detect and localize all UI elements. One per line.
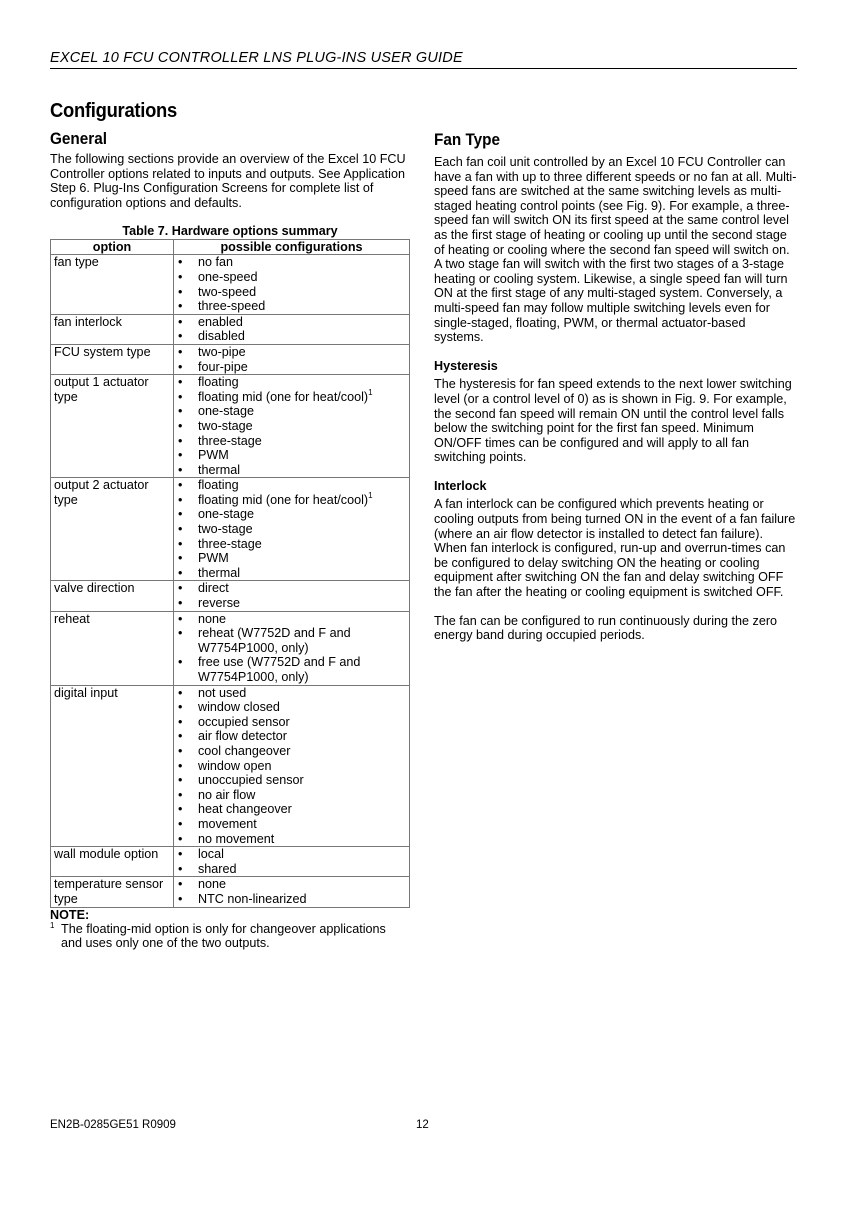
option-cell: valve direction: [51, 581, 174, 611]
running-header: EXCEL 10 FCU CONTROLLER LNS PLUG-INS USER GUIDE: [50, 50, 463, 66]
general-heading: General: [50, 129, 107, 148]
configuration-text: floating: [198, 478, 239, 493]
footer-page-number: 12: [416, 1119, 429, 1131]
option-cell: fan type: [51, 255, 174, 314]
option-cell: output 1 actuator type: [51, 375, 174, 478]
configuration-item: [177, 817, 406, 832]
configuration-text: two-stage: [198, 418, 253, 433]
column-header-option: option: [51, 240, 174, 255]
configuration-item: [177, 566, 406, 581]
configuration-item: [177, 596, 406, 611]
configuration-item: [177, 463, 406, 478]
configurations-cell: [174, 375, 410, 478]
configuration-text: heat changeover: [198, 802, 292, 817]
table-row: [51, 581, 410, 611]
table-row: [51, 344, 410, 374]
configurations-cell: [174, 877, 410, 907]
configuration-text: floating mid (one for heat/cool): [198, 492, 369, 507]
configuration-text: enabled: [198, 314, 243, 329]
option-cell: fan interlock: [51, 314, 174, 344]
configurations-list: [177, 315, 406, 344]
configuration-item: [177, 404, 406, 419]
configuration-item: [177, 270, 406, 285]
column-header-configurations: possible configurations: [174, 240, 410, 255]
configurations-list: [177, 612, 406, 685]
configuration-text: one-speed: [198, 269, 258, 284]
table-row: [51, 877, 410, 907]
footer-document-code: EN2B-0285GE51 R0909: [50, 1119, 176, 1131]
configurations-cell: [174, 255, 410, 314]
configuration-item: [177, 522, 406, 537]
configurations-list: [177, 847, 406, 876]
configuration-text: direct: [198, 581, 229, 596]
option-cell: digital input: [51, 685, 174, 847]
configuration-text: occupied sensor: [198, 714, 290, 729]
interlock-text: A fan interlock can be configured which prevents heating or cooling outputs from being turned ON in the event of a fan failure (where an air flow detector is installed to detect fan failure). When fan interlock is configured, run-up and overrun-times can be configured to delay switching ON the heating or cooling equipment after switching ON the fan and delay switching OFF the fan after the heating or cooling equipment is switched OFF.: [434, 497, 796, 600]
configuration-text: reheat (W7752D and F and W7754P1000, only): [198, 626, 351, 655]
configuration-text: disabled: [198, 329, 245, 344]
configuration-text: no air flow: [198, 787, 256, 802]
table-row: [51, 685, 410, 847]
configuration-text: no movement: [198, 831, 275, 846]
table-row: [51, 611, 410, 685]
fan-type-text: Each fan coil unit controlled by an Excel 10 FCU Controller can have a fan with up to three different speeds or no fan at all. Multi-speed fans are switched at the same switching levels as multi-staged heating control points (see Fig. 9). For example, a three-speed fan will switch ON its first speed at the same control level as the first stage of heating or cooling up until the second stage of heating or cooling where the second fan speed will switch on. A two stage fan will switch with the first two stages of a 3-stage heating or cooling system. Likewise, a single speed fan will turn ON at the first stage of any multi-staged system. Conversely, a multi-speed fan may follow multiple switching levels even for single-staged, floating, PWM, or thermal actuator-based systems.: [434, 155, 797, 345]
configuration-item: [177, 448, 406, 463]
configuration-text: two-speed: [198, 284, 257, 299]
option-cell: output 2 actuator type: [51, 478, 174, 581]
footnote-reference: 1: [368, 387, 373, 397]
option-cell: reheat: [51, 611, 174, 685]
configuration-item: [177, 419, 406, 434]
left-column: [50, 128, 410, 951]
table-row: [51, 847, 410, 877]
configuration-item: [177, 315, 406, 330]
table-row: [51, 375, 410, 478]
configuration-text: thermal: [198, 462, 240, 477]
configuration-item: [177, 847, 406, 862]
configuration-text: unoccupied sensor: [198, 773, 304, 788]
configuration-text: none: [198, 611, 227, 626]
configuration-item: [177, 686, 406, 701]
configuration-item: [177, 360, 406, 375]
configurations-cell: [174, 314, 410, 344]
fan-type-heading: Fan Type: [434, 130, 501, 149]
table-header-row: [51, 240, 410, 255]
configuration-item: [177, 329, 406, 344]
configuration-text: floating: [198, 375, 239, 390]
table-row: [51, 478, 410, 581]
configuration-text: no fan: [198, 255, 234, 270]
configurations-list: [177, 877, 406, 906]
configuration-text: three-speed: [198, 299, 266, 314]
interlock-heading: Interlock: [434, 478, 487, 493]
configuration-item: [177, 299, 406, 314]
configuration-text: movement: [198, 816, 257, 831]
configuration-text: PWM: [198, 551, 229, 566]
configuration-item: [177, 255, 406, 270]
configurations-list: [177, 686, 406, 847]
footnote-reference: 1: [368, 490, 373, 500]
general-text: The following sections provide an overview of the Excel 10 FCU Controller options related to inputs and outputs. See Application Step 6. Plug-Ins Configuration Screens for complete list of configuration options and defaults.: [50, 152, 406, 210]
configurations-list: [177, 375, 406, 477]
configuration-item: [177, 759, 406, 774]
configuration-item: [177, 788, 406, 803]
configuration-text: one-stage: [198, 507, 255, 522]
configuration-text: PWM: [198, 448, 229, 463]
configuration-text: two-stage: [198, 522, 253, 537]
configuration-item: [177, 802, 406, 817]
configurations-cell: [174, 611, 410, 685]
configurations-cell: [174, 685, 410, 847]
configuration-item: [177, 490, 406, 508]
footnote-mark: 1: [50, 920, 55, 930]
configuration-text: two-pipe: [198, 344, 246, 359]
table-body: [51, 255, 410, 907]
configuration-item: [177, 744, 406, 759]
hysteresis-text: The hysteresis for fan speed extends to the next lower switching level (or a control level of 0) as is shown in Fig. 9. For example, the second fan speed will remain ON until the control level falls below the switching point for the first fan speed. Minimum ON/OFF times can be configured and will apply to all fan switching points.: [434, 377, 792, 465]
configuration-item: [177, 862, 406, 877]
configuration-text: NTC non-linearized: [198, 891, 307, 906]
configurations-list: [177, 478, 406, 580]
page-title: Configurations: [50, 100, 177, 122]
configuration-text: one-stage: [198, 404, 255, 419]
configurations-list: [177, 581, 406, 610]
configuration-item: [177, 877, 406, 892]
option-cell: temperature sensor type: [51, 877, 174, 907]
configuration-text: free use (W7752D and F and W7754P1000, only): [198, 655, 361, 684]
configuration-text: four-pipe: [198, 359, 248, 374]
note: [50, 922, 410, 951]
configuration-text: window closed: [198, 700, 280, 715]
configuration-item: [177, 551, 406, 566]
configuration-item: [177, 729, 406, 744]
note-text: The floating-mid option is only for changeover applications and uses only one of the two outputs.: [61, 921, 386, 951]
configuration-item: [177, 612, 406, 627]
hysteresis-heading: Hysteresis: [434, 358, 498, 373]
configuration-text: window open: [198, 758, 272, 773]
configuration-item: [177, 537, 406, 552]
configuration-text: local: [198, 847, 224, 862]
hardware-options-table: [50, 239, 410, 907]
table-row: [51, 314, 410, 344]
configuration-text: three-stage: [198, 433, 262, 448]
configuration-item: [177, 626, 406, 655]
configuration-item: [177, 434, 406, 449]
configurations-list: [177, 255, 406, 313]
configuration-text: cool changeover: [198, 743, 291, 758]
configuration-item: [177, 507, 406, 522]
configuration-text: not used: [198, 685, 247, 700]
configuration-text: air flow detector: [198, 729, 287, 744]
option-cell: wall module option: [51, 847, 174, 877]
configurations-cell: [174, 478, 410, 581]
interlock-text-2: The fan can be configured to run continuously during the zero energy band during occupied periods.: [434, 613, 778, 643]
header-rule: [50, 68, 797, 69]
configuration-item: [177, 892, 406, 907]
configuration-text: three-stage: [198, 536, 262, 551]
configuration-item: [177, 773, 406, 788]
right-column: [434, 128, 798, 643]
configuration-item: [177, 581, 406, 596]
configuration-item: [177, 387, 406, 405]
table-caption: Table 7. Hardware options summary: [122, 224, 338, 239]
configuration-text: reverse: [198, 596, 240, 611]
configurations-cell: [174, 847, 410, 877]
configurations-cell: [174, 581, 410, 611]
configuration-item: [177, 832, 406, 847]
option-cell: FCU system type: [51, 344, 174, 374]
configuration-item: [177, 285, 406, 300]
note-title: NOTE:: [50, 907, 90, 922]
configuration-text: shared: [198, 861, 237, 876]
table-row: [51, 255, 410, 314]
configuration-text: none: [198, 877, 227, 892]
configurations-list: [177, 345, 406, 374]
configuration-text: thermal: [198, 565, 240, 580]
configuration-item: [177, 655, 406, 684]
configuration-item: [177, 345, 406, 360]
configuration-item: [177, 715, 406, 730]
configuration-item: [177, 700, 406, 715]
configurations-cell: [174, 344, 410, 374]
configuration-text: floating mid (one for heat/cool): [198, 389, 369, 404]
